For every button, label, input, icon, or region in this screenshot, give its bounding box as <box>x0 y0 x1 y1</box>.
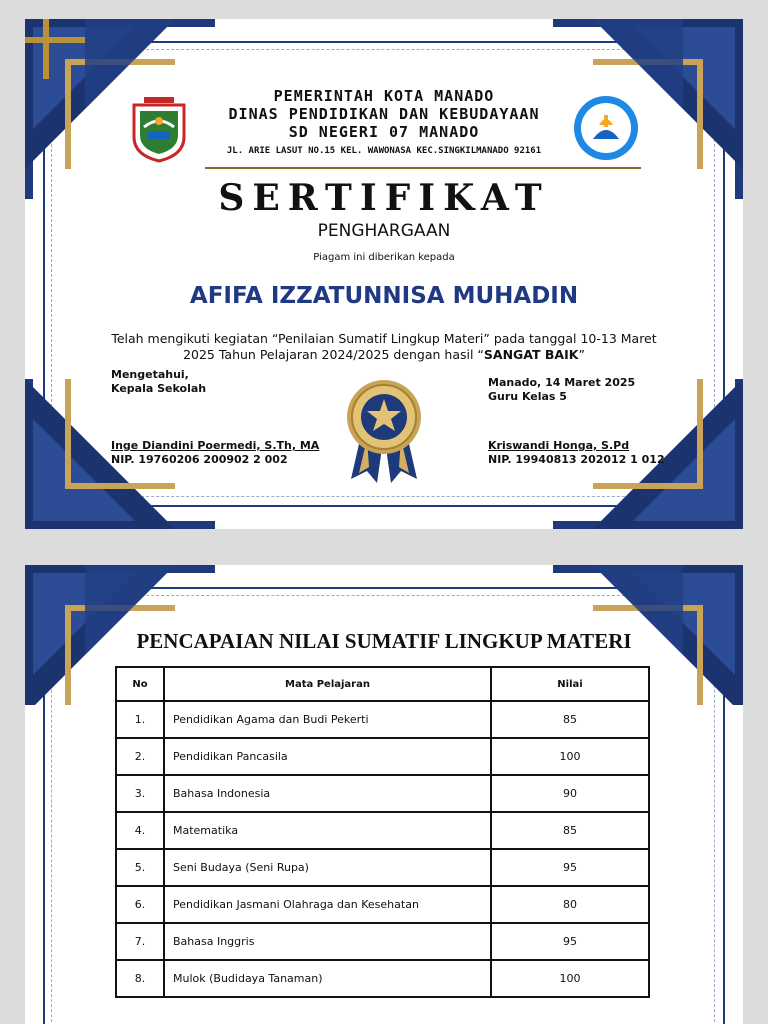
row-subject: Bahasa Indonesia <box>164 775 491 812</box>
table-row <box>116 738 649 775</box>
principal-nip: NIP. 19760206 200902 2 002 <box>111 453 288 466</box>
header-divider <box>205 167 641 169</box>
description-line-1: Telah mengikuti kegiatan “Penilaian Sumatif Lingkup Materi” pada tanggal 10-13 Maret <box>111 331 657 346</box>
row-value: 95 <box>491 923 649 960</box>
table-row <box>116 886 649 923</box>
row-no: 4. <box>116 812 164 849</box>
row-no: 3. <box>116 775 164 812</box>
row-no: 8. <box>116 960 164 997</box>
row-no: 7. <box>116 923 164 960</box>
row-subject: Pendidikan Agama dan Budi Pekerti <box>164 701 491 738</box>
award-medal-icon <box>345 379 423 485</box>
row-value: 100 <box>491 960 649 997</box>
acknowledged-label: Mengetahui, <box>111 368 189 381</box>
row-value: 100 <box>491 738 649 775</box>
principal-signature-block <box>111 368 206 396</box>
row-no: 6. <box>116 886 164 923</box>
achievement-description <box>95 331 673 363</box>
teacher-name: Kriswandi Honga, S.Pd <box>488 439 630 452</box>
row-value: 95 <box>491 849 649 886</box>
row-no: 1. <box>116 701 164 738</box>
row-value: 85 <box>491 701 649 738</box>
table-row <box>116 775 649 812</box>
header-school-line: SD NEGERI 07 MANADO <box>288 123 480 141</box>
row-value: 85 <box>491 812 649 849</box>
principal-name-block <box>111 439 319 467</box>
row-subject: Seni Budaya (Seni Rupa) <box>164 849 491 886</box>
teacher-nip: NIP. 19940813 202012 1 012 <box>488 453 665 466</box>
header-no: No <box>116 667 164 701</box>
given-to-text: Piagam ini diberikan kepada <box>313 252 455 263</box>
scores-page <box>25 565 743 1024</box>
description-line-2 <box>95 347 673 363</box>
teacher-title: Guru Kelas 5 <box>488 390 567 403</box>
result-grade: SANGAT BAIK <box>483 347 579 362</box>
row-no: 5. <box>116 849 164 886</box>
certificate-title: SERTIFIKAT <box>218 177 550 219</box>
header-subject: Mata Pelajaran <box>164 667 491 701</box>
scores-table <box>115 666 650 998</box>
principal-title: Kepala Sekolah <box>111 382 207 395</box>
table-row <box>116 849 649 886</box>
description-line-2-prefix: 2025 Tahun Pelajaran 2024/2025 dengan hasil “ <box>183 347 484 362</box>
recipient-name: AFIFA IZZATUNNISA MUHADIN <box>189 283 579 309</box>
row-subject: Pendidikan Pancasila <box>164 738 491 775</box>
table-row <box>116 923 649 960</box>
scores-title: PENCAPAIAN NILAI SUMATIF LINGKUP MATERI <box>136 629 632 653</box>
table-row <box>116 812 649 849</box>
certificate-subtitle: PENGHARGAAN <box>317 221 451 241</box>
principal-name: Inge Diandini Poermedi, S.Th, MA <box>111 439 320 452</box>
teacher-signature-block <box>488 376 635 404</box>
teacher-name-block <box>488 439 665 467</box>
header-government-line: PEMERINTAH KOTA MANADO <box>273 87 495 105</box>
header-address: JL. ARIE LASUT NO.15 KEL. WAWONASA KEC.SINGKILMANADO 92161 <box>226 146 542 156</box>
row-subject: Pendidikan Jasmani Olahraga dan Kesehatan <box>164 886 491 923</box>
row-value: 90 <box>491 775 649 812</box>
row-no: 2. <box>116 738 164 775</box>
table-row <box>116 701 649 738</box>
table-row <box>116 960 649 997</box>
header-value: Nilai <box>491 667 649 701</box>
place-date: Manado, 14 Maret 2025 <box>488 376 636 389</box>
row-value: 80 <box>491 886 649 923</box>
row-subject: Matematika <box>164 812 491 849</box>
table-header-row <box>116 667 649 701</box>
header-department-line: DINAS PENDIDIKAN DAN KEBUDAYAAN <box>228 105 540 123</box>
row-subject: Mulok (Budidaya Tanaman) <box>164 960 491 997</box>
certificate-page <box>25 19 743 529</box>
description-line-2-suffix: ” <box>578 347 585 362</box>
row-subject: Bahasa Inggris <box>164 923 491 960</box>
